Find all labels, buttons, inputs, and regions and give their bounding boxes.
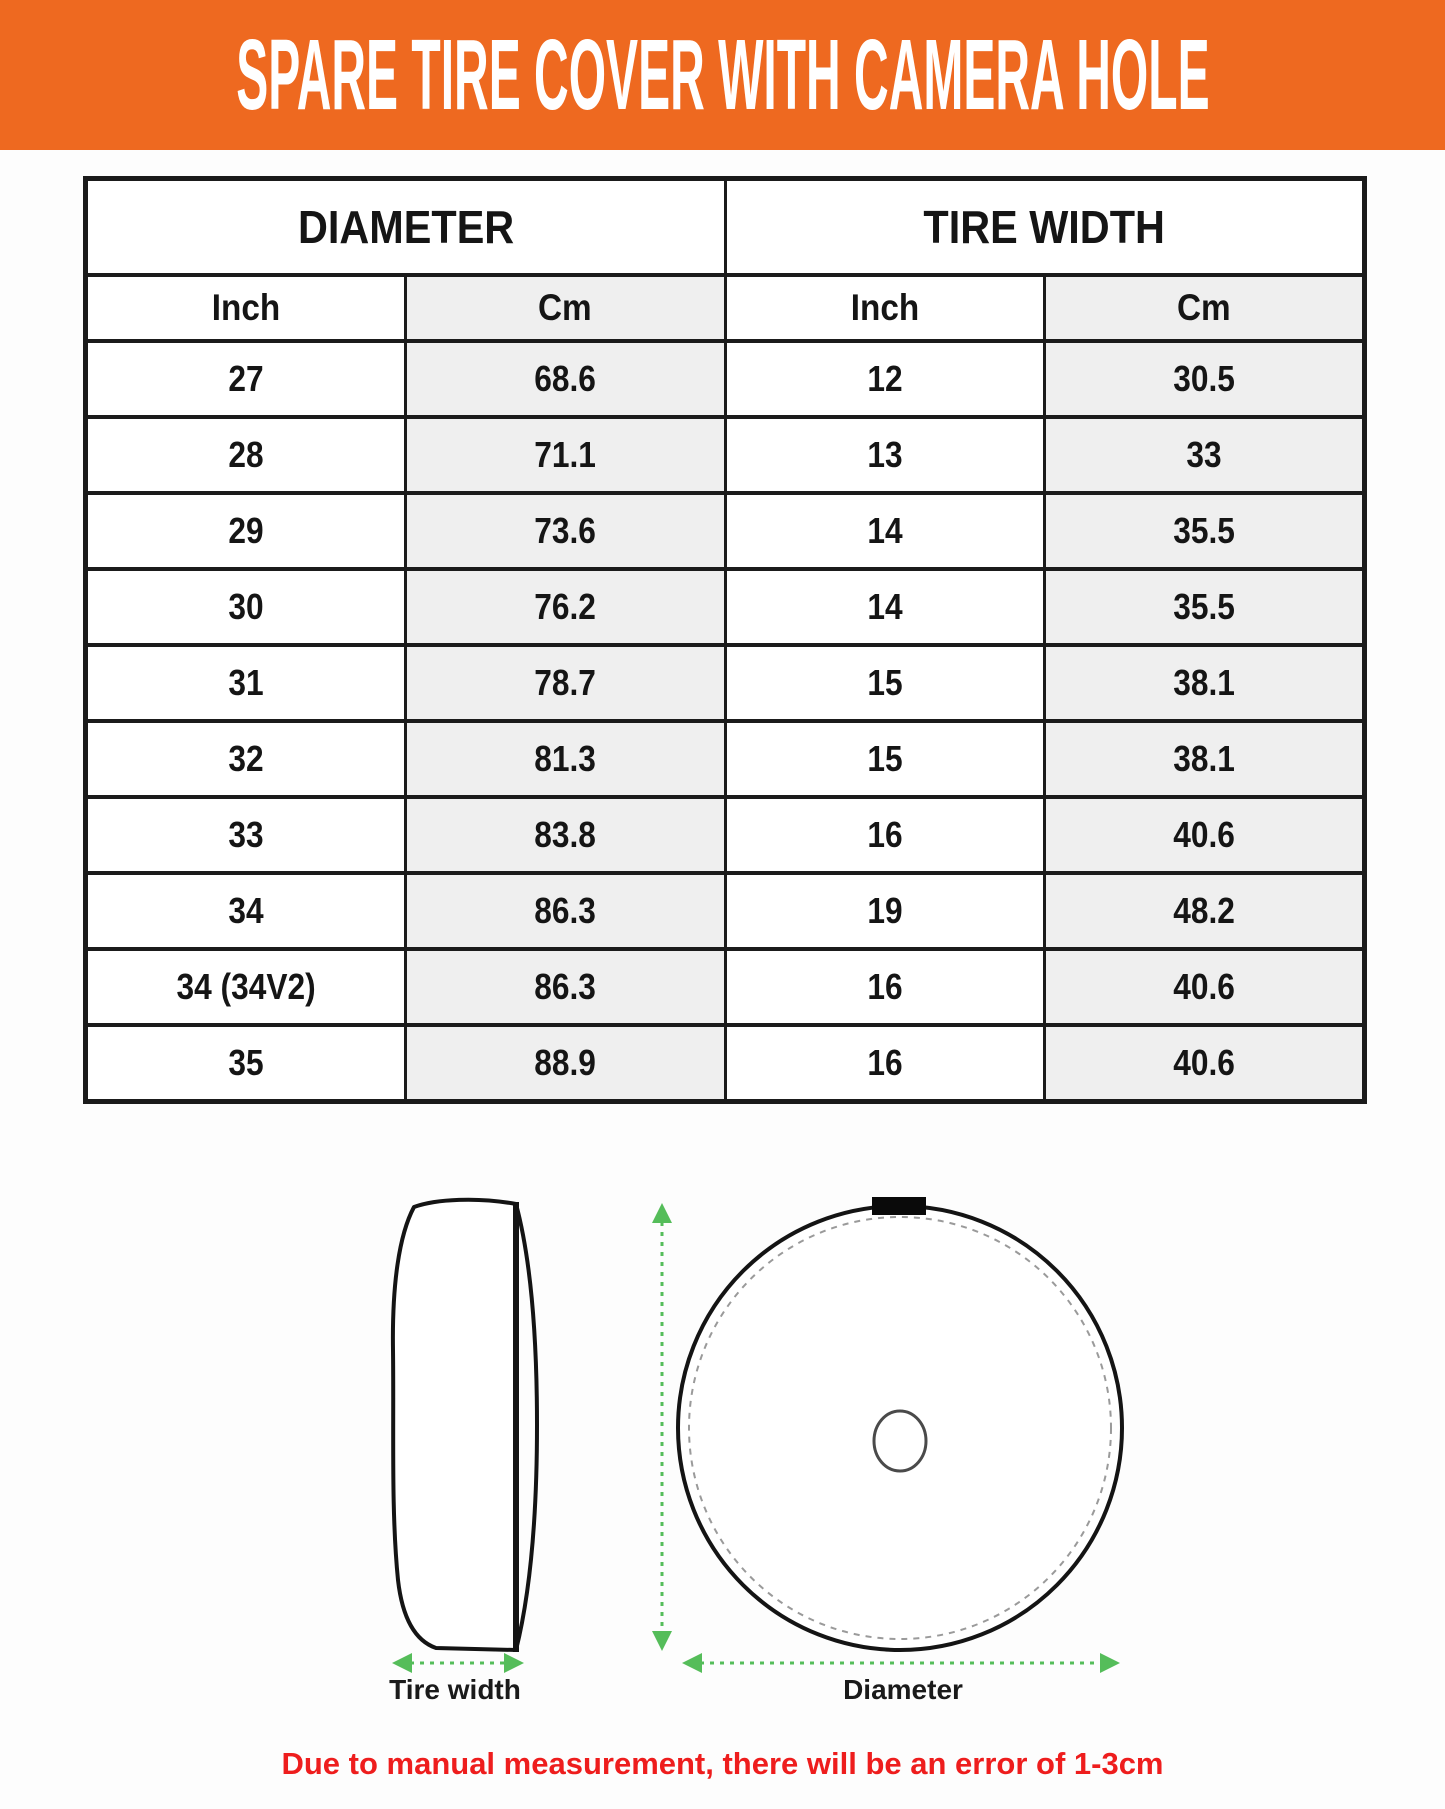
table-row (86, 949, 1365, 1025)
table-body (86, 341, 1365, 1102)
column-header-diameter-cm: Cm (405, 275, 725, 341)
table-cell: 28 (86, 417, 406, 493)
table-cell: 40.6 (1045, 1025, 1365, 1102)
table-cell: 86.3 (405, 873, 725, 949)
table-row (86, 493, 1365, 569)
table-subheader-row (86, 275, 1365, 341)
table-row (86, 341, 1365, 417)
table-cell: 27 (86, 341, 406, 417)
table-cell: 14 (725, 493, 1045, 569)
column-header-width-inch: Inch (725, 275, 1045, 341)
column-group-tire-width: TIRE WIDTH (725, 179, 1365, 276)
column-group-diameter: DIAMETER (86, 179, 726, 276)
column-header-diameter-inch: Inch (86, 275, 406, 341)
table-row (86, 797, 1365, 873)
table-row (86, 873, 1365, 949)
diameter-label: Diameter (843, 1674, 963, 1705)
table-cell: 35.5 (1045, 493, 1365, 569)
diameter-arrow (682, 1653, 1120, 1673)
table-row (86, 721, 1365, 797)
table-group-header-row (86, 179, 1365, 276)
table-cell: 76.2 (405, 569, 725, 645)
table-cell: 73.6 (405, 493, 725, 569)
size-chart-table (83, 176, 1367, 1104)
camera-hole-center (874, 1411, 926, 1471)
tire-width-arrow (392, 1653, 524, 1673)
table-cell: 32 (86, 721, 406, 797)
table-cell: 38.1 (1045, 721, 1365, 797)
table-cell: 88.9 (405, 1025, 725, 1102)
page-title: SPARE TIRE COVER WITH CAMERA HOLE (235, 19, 1210, 131)
table-cell: 15 (725, 721, 1045, 797)
table-row (86, 569, 1365, 645)
table-row (86, 417, 1365, 493)
table-cell: 86.3 (405, 949, 725, 1025)
table-cell: 30 (86, 569, 406, 645)
table-cell: 40.6 (1045, 797, 1365, 873)
table-cell: 83.8 (405, 797, 725, 873)
table-cell: 30.5 (1045, 341, 1365, 417)
table-cell: 16 (725, 1025, 1045, 1102)
banner (0, 0, 1445, 150)
table-cell: 16 (725, 949, 1045, 1025)
table-cell: 19 (725, 873, 1045, 949)
table-cell: 33 (1045, 417, 1365, 493)
table-cell: 13 (725, 417, 1045, 493)
table-cell: 71.1 (405, 417, 725, 493)
table-cell: 81.3 (405, 721, 725, 797)
front-tire-drawing (678, 1197, 1122, 1650)
table-cell: 12 (725, 341, 1045, 417)
table-cell: 14 (725, 569, 1045, 645)
table-cell: 68.6 (405, 341, 725, 417)
table-cell: 35 (86, 1025, 406, 1102)
tire-diagram (0, 1190, 1445, 1710)
table-cell: 34 (86, 873, 406, 949)
table-cell: 31 (86, 645, 406, 721)
table-cell: 33 (86, 797, 406, 873)
table-cell: 38.1 (1045, 645, 1365, 721)
table-cell: 78.7 (405, 645, 725, 721)
table-cell: 29 (86, 493, 406, 569)
side-tire-drawing (393, 1200, 537, 1652)
camera-hole-top-marker (872, 1197, 926, 1215)
table-cell: 40.6 (1045, 949, 1365, 1025)
column-header-width-cm: Cm (1045, 275, 1365, 341)
table-cell: 48.2 (1045, 873, 1365, 949)
table-cell: 34 (34V2) (86, 949, 406, 1025)
tire-width-label: Tire width (389, 1674, 521, 1705)
table-cell: 16 (725, 797, 1045, 873)
table-row (86, 1025, 1365, 1102)
measurement-note: Due to manual measurement, there will be an error of 1-3cm (281, 1746, 1164, 1781)
table-cell: 35.5 (1045, 569, 1365, 645)
table-row (86, 645, 1365, 721)
vertical-diameter-arrow (652, 1203, 672, 1651)
table-cell: 15 (725, 645, 1045, 721)
